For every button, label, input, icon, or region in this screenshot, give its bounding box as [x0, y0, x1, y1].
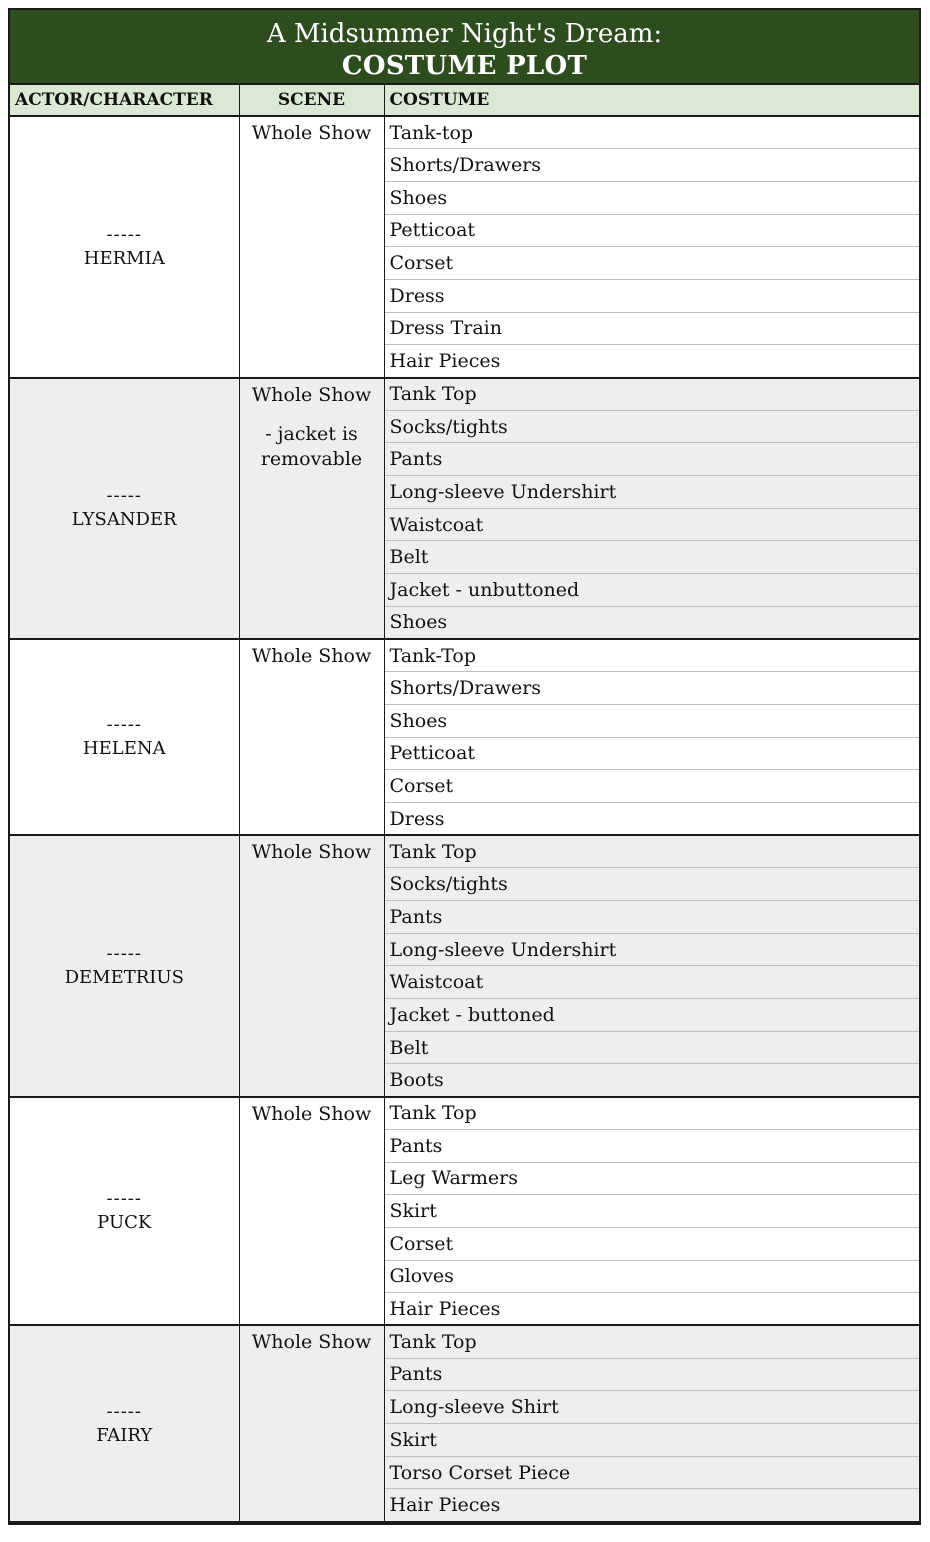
- character-group: [10, 378, 919, 640]
- costume-item: Long-sleeve Undershirt: [384, 933, 919, 966]
- character-name: DEMETRIUS: [64, 966, 184, 988]
- scene-label: Whole Show: [251, 1331, 372, 1354]
- costume-item: Dress: [384, 279, 919, 312]
- costume-item: Hair Pieces: [384, 1293, 919, 1326]
- costume-item: Leg Warmers: [384, 1162, 919, 1195]
- costume-item: Waistcoat: [384, 508, 919, 541]
- table-row: [10, 835, 919, 868]
- costume-plot-sheet: [8, 8, 921, 1525]
- table-row: [10, 1097, 919, 1130]
- character-group: [10, 1325, 919, 1521]
- costume-item: Skirt: [384, 1195, 919, 1228]
- costume-item: Socks/tights: [384, 410, 919, 443]
- costume-item: Dress: [384, 802, 919, 835]
- character-name: HERMIA: [83, 247, 165, 269]
- scene-label: Whole Show: [251, 383, 372, 406]
- title-banner: [10, 10, 919, 85]
- character-name: FAIRY: [96, 1424, 153, 1446]
- costume-item: Shoes: [384, 606, 919, 639]
- costume-item: Belt: [384, 1031, 919, 1064]
- table-row: [10, 116, 919, 149]
- scene-label: Whole Show: [251, 122, 372, 144]
- actor-placeholder: -----: [106, 942, 142, 964]
- actor-character-cell: [10, 116, 239, 378]
- document-title: COSTUME PLOT: [341, 51, 588, 81]
- scene-cell: [239, 1325, 384, 1521]
- actor-character-cell: [10, 639, 239, 835]
- table-row: [10, 378, 919, 411]
- costume-item: Tank Top: [384, 1325, 919, 1358]
- costume-item: Corset: [384, 770, 919, 803]
- table-row: [10, 1325, 919, 1358]
- header-actor-character: ACTOR/CHARACTER: [10, 85, 239, 116]
- character-group: [10, 835, 919, 1097]
- costume-item: Petticoat: [384, 737, 919, 770]
- costume-item: Corset: [384, 1227, 919, 1260]
- character-group: [10, 639, 919, 835]
- scene-cell: [239, 1097, 384, 1326]
- table-header: [10, 85, 919, 116]
- actor-placeholder: -----: [106, 223, 142, 245]
- character-group: [10, 1097, 919, 1326]
- actor-character-cell: [10, 835, 239, 1097]
- costume-item: Shoes: [384, 181, 919, 214]
- costume-item: Pants: [384, 901, 919, 934]
- costume-item: Jacket - buttoned: [384, 999, 919, 1032]
- actor-placeholder: -----: [106, 1400, 142, 1422]
- header-costume: COSTUME: [384, 85, 919, 116]
- actor-character-cell: [10, 378, 239, 640]
- costume-item: Petticoat: [384, 214, 919, 247]
- costume-table: [10, 85, 919, 1523]
- character-name: HELENA: [82, 738, 166, 760]
- costume-item: Tank-Top: [384, 639, 919, 672]
- costume-item: Corset: [384, 247, 919, 280]
- actor-placeholder: -----: [106, 485, 142, 507]
- character-group: [10, 116, 919, 378]
- costume-item: Jacket - unbuttoned: [384, 574, 919, 607]
- scene-cell: [239, 116, 384, 378]
- actor-character-cell: [10, 1097, 239, 1326]
- costume-item: Long-sleeve Undershirt: [384, 476, 919, 509]
- costume-item: Hair Pieces: [384, 345, 919, 378]
- costume-item: Tank Top: [384, 378, 919, 411]
- costume-item: Gloves: [384, 1260, 919, 1293]
- scene-label: Whole Show: [251, 1102, 372, 1125]
- costume-item: Tank-top: [384, 116, 919, 149]
- scene-label: Whole Show: [251, 841, 372, 864]
- play-title: A Midsummer Night's Dream:: [266, 19, 663, 49]
- costume-item: Boots: [384, 1064, 919, 1097]
- costume-item: Pants: [384, 1358, 919, 1391]
- header-scene: SCENE: [239, 85, 384, 116]
- header-row: [10, 85, 919, 116]
- table-row: [10, 639, 919, 672]
- costume-item: Shorts/Drawers: [384, 672, 919, 705]
- costume-item: Torso Corset Piece: [384, 1456, 919, 1489]
- scene-cell: [239, 639, 384, 835]
- scene-note: - jacket is removable: [260, 422, 363, 470]
- costume-item: Belt: [384, 541, 919, 574]
- actor-character-cell: [10, 1325, 239, 1521]
- character-name: PUCK: [97, 1212, 152, 1234]
- costume-item: Shorts/Drawers: [384, 149, 919, 182]
- costume-item: Shoes: [384, 704, 919, 737]
- actor-placeholder: -----: [106, 714, 142, 736]
- costume-item: Skirt: [384, 1424, 919, 1457]
- costume-item: Tank Top: [384, 835, 919, 868]
- costume-item: Pants: [384, 1129, 919, 1162]
- scene-cell: [239, 378, 384, 640]
- scene-label: Whole Show: [251, 645, 372, 667]
- costume-item: Socks/tights: [384, 868, 919, 901]
- costume-item: Pants: [384, 443, 919, 476]
- costume-item: Hair Pieces: [384, 1489, 919, 1522]
- costume-item: Waistcoat: [384, 966, 919, 999]
- costume-item: Tank Top: [384, 1097, 919, 1130]
- costume-item: Dress Train: [384, 312, 919, 345]
- character-name: LYSANDER: [71, 509, 177, 531]
- scene-cell: [239, 835, 384, 1097]
- actor-placeholder: -----: [106, 1188, 142, 1210]
- costume-item: Long-sleeve Shirt: [384, 1391, 919, 1424]
